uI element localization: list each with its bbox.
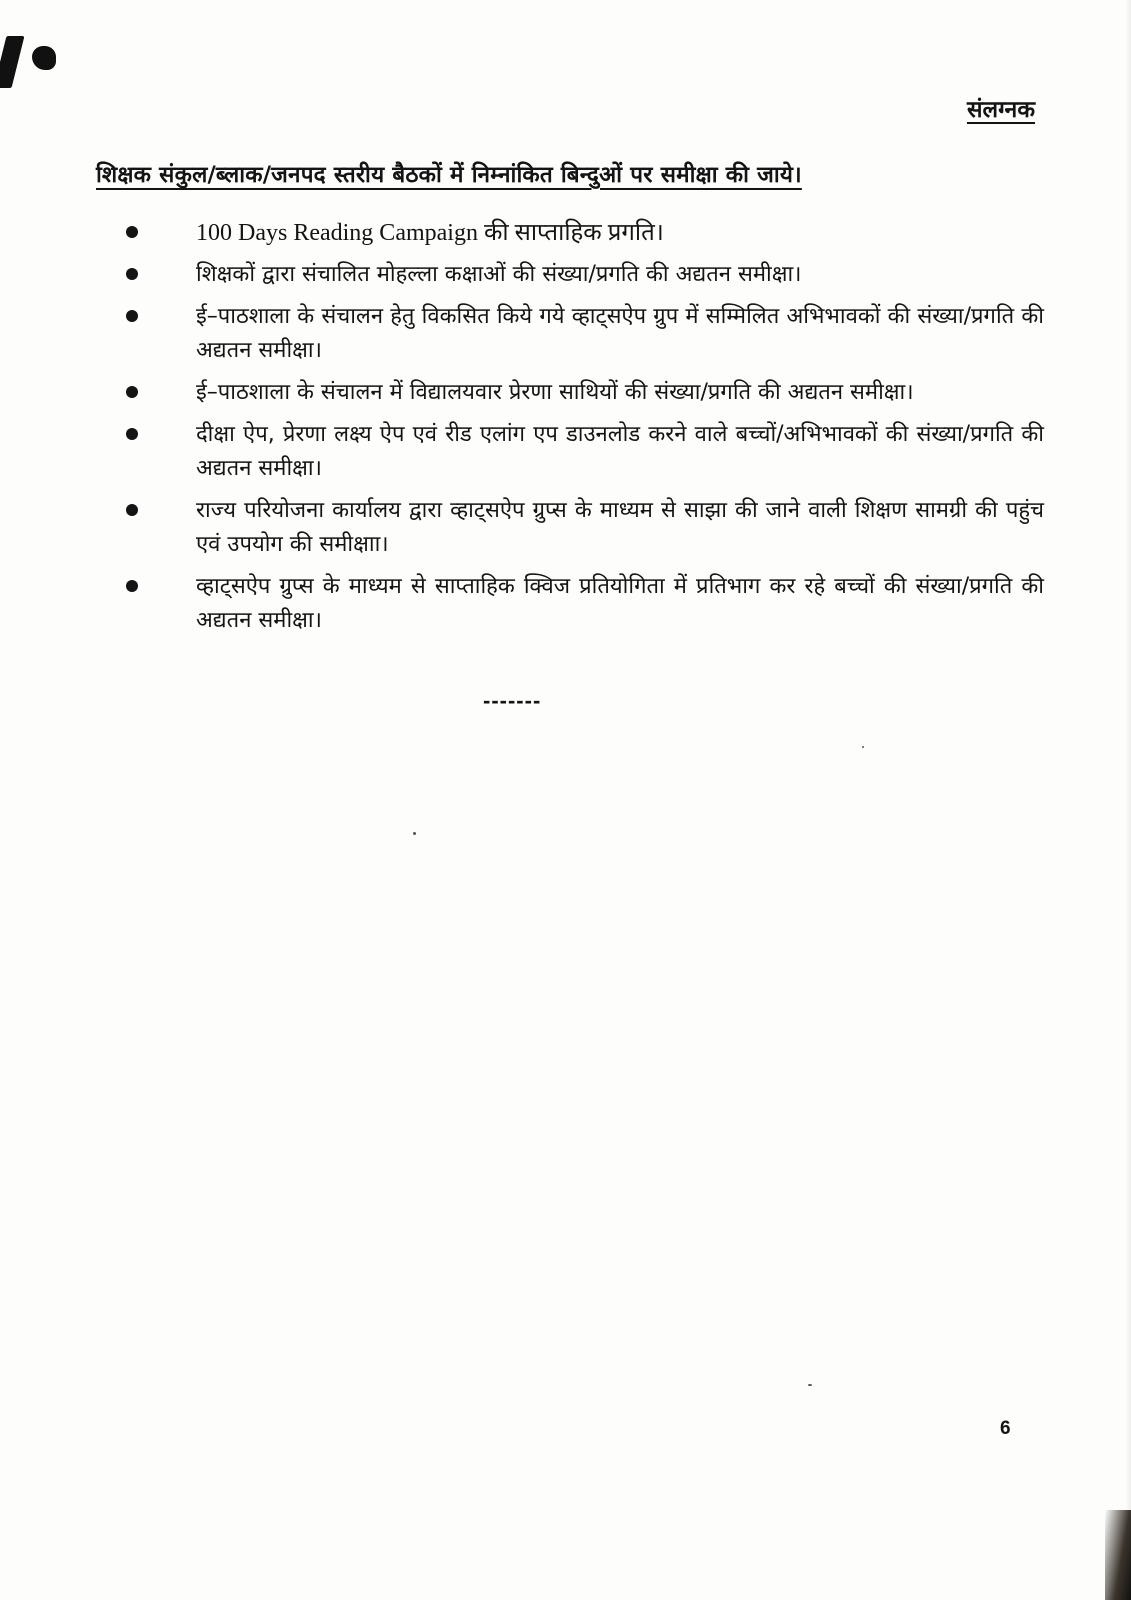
list-item (118, 494, 1044, 562)
scan-punch-mark (0, 36, 24, 88)
review-points-list (118, 216, 1044, 646)
point-text: 100 Days Reading Campaign की साप्ताहिक प्रगति। (196, 220, 664, 246)
point-text: ई–पाठशाला के संचालन में विद्यालयवार प्रेरणा साथियों की संख्या/प्रगति की अद्यतन समीक्षा। (196, 380, 914, 405)
list-item (118, 376, 1044, 410)
list-item (118, 300, 1044, 368)
bullet-icon (118, 494, 196, 524)
list-item (118, 418, 1044, 486)
end-separator: ------- (483, 688, 542, 713)
bullet-icon (118, 376, 196, 406)
bullet-icon (118, 418, 196, 448)
point-text: व्हाट्सऐप ग्रुप्स के माध्यम से साप्ताहिक क्विज प्रतियोगिता में प्रतिभाग कर रहे बच्चों की संख्या/प्रगति की अद्यतन समीक्षा। (196, 574, 1044, 633)
bullet-icon (118, 258, 196, 288)
document-heading: शिक्षक संकुल/ब्लाक/जनपद स्तरीय बैठकों में निम्नांकित बिन्दुओं पर समीक्षा की जाये। (96, 162, 802, 188)
scan-corner-shadow (1105, 1510, 1131, 1600)
list-item (118, 216, 1044, 250)
scan-speck (808, 1384, 812, 1386)
list-item (118, 258, 1044, 292)
scan-edge-shadow (1125, 0, 1131, 1600)
point-text: राज्य परियोजना कार्यालय द्वारा व्हाट्सऐप ग्रुप्स के माध्यम से साझा की जाने वाली शिक्षण सामग्री की पहुंच एवं उपयोग की समीक्षाा। (196, 498, 1044, 557)
annex-label: संलग्नक (966, 97, 1035, 123)
scan-punch-hole (32, 46, 56, 70)
point-text: दीक्षा ऐप, प्रेरणा लक्ष्य ऐप एवं रीड एलांग एप डाउनलोड करने वाले बच्चों/अभिभावकों की संख्या/प्रगति की अद्यतन समीक्षा। (196, 422, 1044, 481)
point-text: ई–पाठशाला के संचालन हेतु विकसित किये गये व्हाट्सऐप ग्रुप में सम्मिलित अभिभावकों की संख्या/प्रगति की अद्यतन समीक्षा। (196, 304, 1044, 363)
scan-speck (862, 746, 864, 748)
scan-speck (413, 832, 416, 835)
point-text: शिक्षकों द्वारा संचालित मोहल्ला कक्षाओं की संख्या/प्रगति की अद्यतन समीक्षा। (196, 262, 802, 287)
list-item (118, 570, 1044, 638)
bullet-icon (118, 300, 196, 330)
bullet-icon (118, 570, 196, 600)
bullet-icon (118, 216, 196, 246)
page-number: 6 (1000, 1418, 1011, 1439)
